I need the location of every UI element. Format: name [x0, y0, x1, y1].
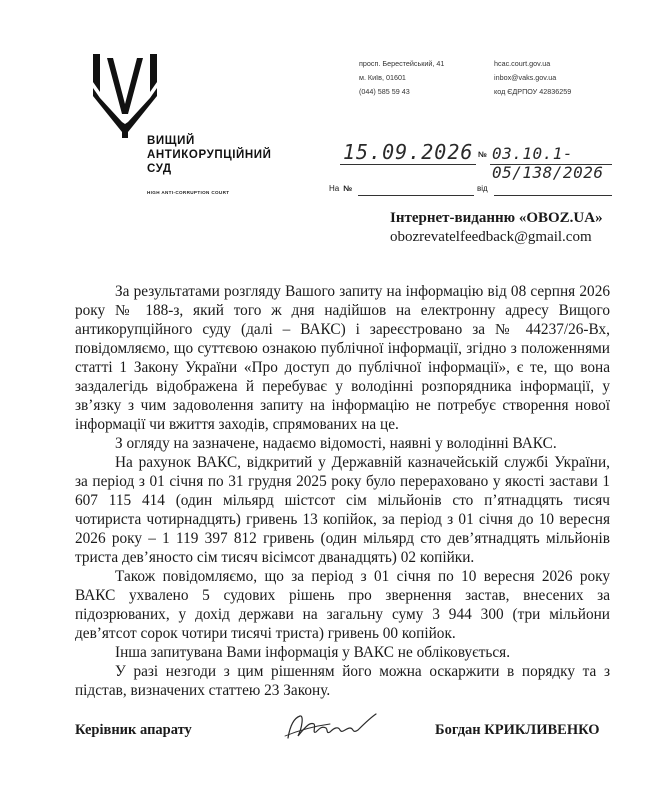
signatory-position: Керівник апарату [75, 722, 192, 738]
body-paragraph: На рахунок ВАКС, відкритий у Державній казначейській службі України, за період з 01 січня по 31 грудня 2025 року було перераховано у якості застави 1 607 115 414 (один мільярд шістсот сім мільйонів сто п’ятнадцять тисяч чотириста чотирнадцять) гривень 13 копійок, за період з 01 січня до 10 вересня 2026 року – 1 119 397 812 гривень (один мільярд сто дев’ятнадцять мільйонів триста дев’яносто сім тисяч вісімсот дванадцять) 02 копійки. [75, 454, 610, 566]
number-underline [490, 164, 612, 165]
body-paragraph: Інша запитувана Вами інформація у ВАКС не обліковується. [115, 644, 511, 661]
na-number-sign: № [343, 184, 353, 193]
na-text: На [329, 184, 340, 193]
body-paragraph: У разі незгоди з цим рішенням його можна оскаржити в порядку та з підстав, визначених статтею 23 Закону. [75, 663, 610, 699]
body-paragraph: З огляду на зазначене, надаємо відомості, наявні у володінні ВАКС. [115, 435, 557, 452]
court-emblem-icon [93, 52, 157, 138]
court-name-line: АНТИКОРУПЦІЙНИЙ [147, 149, 272, 161]
incoming-date-label: від [477, 184, 488, 193]
edrpou-code: код ЄДРПОУ 42836259 [494, 87, 572, 96]
date-underline [340, 164, 476, 165]
web-block [494, 57, 571, 99]
body-paragraph: За результатами розгляду Вашого запиту на інформацію від 08 серпня 2026 року № 188-з, який того ж дня надійшов на електронну адресу Вищого антикорупційного суду (далі – ВАКС) і зареєстровано за № 44237/26-Вх, повідомляємо, що суттєвою ознакою публічної інформації, згідно з положеннями статті 1 Закону України «Про доступ до публічної інформації», є те, що вона заздалегідь відображена й перебуває у володінні розпорядника інформації, у зв’язку з чим задоволення запиту на інформацію не потребує створення нової інформації чи вжиття заходів, спрямованих на це. [75, 283, 610, 433]
registration-number: 03.10.1-05/138/2026 [492, 144, 604, 182]
incoming-date-line [494, 195, 612, 196]
address-line: просп. Берестейський, 41 [359, 59, 445, 68]
letter-body [75, 282, 610, 700]
addressee-block [390, 209, 603, 247]
addressee-email[interactable]: obozrevatelfeedback@gmail.com [390, 229, 592, 245]
addressee-name: Інтернет-виданню «OBOZ.UA» [390, 210, 603, 226]
court-name-line: ВИЩИЙ [147, 135, 195, 147]
court-name [147, 134, 272, 176]
registration-date: 15.09.2026 [343, 140, 474, 164]
phone-line: (044) 585 59 43 [359, 87, 410, 96]
email-link[interactable]: inbox@vaks.gov.ua [494, 73, 557, 82]
website-link[interactable]: hcac.court.gov.ua [494, 59, 551, 68]
incoming-ref-label [329, 184, 352, 193]
court-name-en: HIGH ANTI-CORRUPTION COURT [147, 190, 230, 195]
signatory-name: Богдан КРИКЛИВЕНКО [435, 722, 600, 738]
handwritten-signature [280, 708, 390, 748]
registration-no-label: № [478, 150, 487, 159]
body-paragraph: Також повідомляємо, що за період з 01 січня по 10 вересня 2026 року ВАКС ухвалено 5 судових рішень про звернення застав, внесених за підозрюваних, у дохід держави на загальну суму 3 944 300 (три мільйони дев’ятсот сорок чотири тисячі триста) гривень 00 копійок. [75, 568, 610, 642]
address-block [359, 57, 444, 99]
court-name-line: СУД [147, 163, 172, 175]
address-line: м. Київ, 01601 [359, 73, 406, 82]
incoming-number-line [358, 195, 474, 196]
